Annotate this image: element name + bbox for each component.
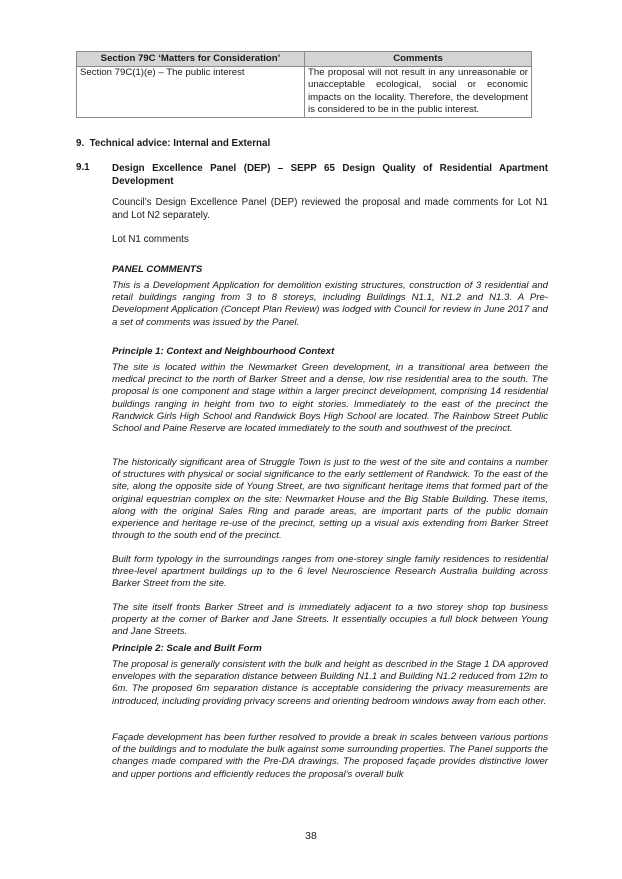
table-cell: Section 79C(1)(e) – The public interest: [77, 67, 305, 118]
page-number: 38: [305, 830, 317, 842]
matters-for-consideration-table: [76, 51, 532, 118]
table-header-cell: Section 79C ‘Matters for Consideration’: [77, 52, 305, 67]
section-9-1-number: 9.1: [76, 162, 90, 173]
principle-2-paragraph-2: Façade development has been further resolved to provide a break in scales between various portions of the buildings and to modulate the bulk against some surrounding properties. The Panel supports the changes made compared with the Pre-DA drawings. The proposed façade provides distinctive lower and upper portions and efficiently reduces the proposal’s overall bulk: [112, 732, 548, 780]
dep-intro-paragraph: Council’s Design Excellence Panel (DEP) reviewed the proposal and made comments for Lot N1 and Lot N2 separately.: [112, 197, 548, 221]
principle-2-paragraph-1: The proposal is generally consistent with the bulk and height as described in the Stage 1 DA approved envelopes with the separation distance between Building N1.1 and Building N1.2 reduced from 12m to 6m. The proposed 6m separation distance is acceptable considering the privacy measurements are introduced, including providing privacy screens and orienting bedroom windows away from each other.: [112, 659, 548, 707]
principle-1-heading: Principle 1: Context and Neighbourhood Context: [112, 346, 335, 357]
table-header-row: [77, 52, 532, 67]
table-header-cell: Comments: [305, 52, 532, 67]
principle-1-paragraph-1: The site is located within the Newmarket Green development, in a transitional area between the medical precinct to the north of Barker Street and a dense, low rise residential area to the south. The proposal is one component and stage within a larger precinct development, comprising 14 residential buildings ranging in height from two to eight stories. Immediately to the east of the precinct the Randwick Girls High School and Randwick Boys High School are located. The Rainbow Street Public School and Paine Reserve are located immediately to the south and southwest of the precinct.: [112, 362, 548, 435]
table-cell: The proposal will not result in any unreasonable or unacceptable ecological, social or economic impacts on the locality. Therefore, the development is considered to be in the public interest.: [305, 67, 532, 118]
panel-comments-heading: PANEL COMMENTS: [112, 264, 203, 275]
section-9-1-heading: Design Excellence Panel (DEP) – SEPP 65 Design Quality of Residential Apartment Development: [112, 163, 548, 187]
lot-n1-label: Lot N1 comments: [112, 234, 189, 245]
section-9-heading: 9. Technical advice: Internal and External: [76, 138, 271, 149]
principle-1-paragraph-4: The site itself fronts Barker Street and is immediately adjacent to a two storey shop top business property at the corner of Barker and Jane Streets. It essentially occupies a full block between Young and Jane Streets.: [112, 602, 548, 638]
table-row: [77, 67, 532, 118]
principle-1-paragraph-3: Built form typology in the surroundings ranges from one-storey single family residences to residential three-level apartment buildings up to the 6 level Neuroscience Research Australia building across Barker Street from the site.: [112, 554, 548, 590]
panel-intro-paragraph: This is a Development Application for demolition existing structures, construction of 3 residential and retail buildings ranging from 3 to 8 storeys, including Buildings N1.1, N1.2 and N1.3. A Pre-Development Application (Concept Plan Review) was lodged with Council for review in June 2017 and a set of comments was issued by the Panel.: [112, 280, 548, 328]
principle-1-paragraph-2: The historically significant area of Struggle Town is just to the west of the site and contains a number of structures with physical or social significance to the early settlement of Randwick. To the east of the site, along the opposite side of Young Street, are two significant heritage items that formed part of the original equestrian complex on the site: Newmarket House and the Big Stable Building. These items, along with the original Sales Ring and parade areas, are important parts of the public domain experience and heritage re-use of the precinct, setting up a visual axis extending from Barker Street through to the south end of the precinct.: [112, 457, 548, 542]
principle-2-heading: Principle 2: Scale and Built Form: [112, 643, 262, 654]
